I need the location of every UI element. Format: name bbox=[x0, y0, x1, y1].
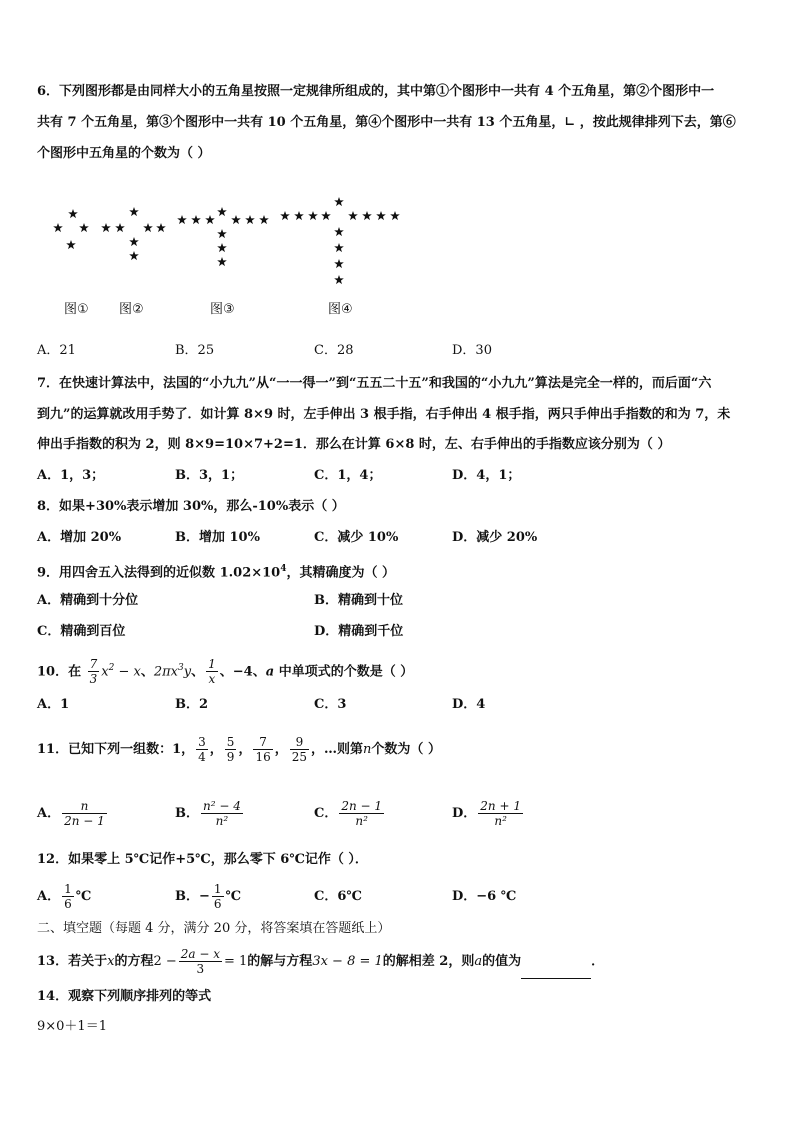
q10-option-c[interactable]: C．3 bbox=[314, 697, 347, 712]
figure-4-stars bbox=[280, 197, 400, 284]
q9-option-b[interactable]: B．精确到十位 bbox=[314, 593, 403, 608]
q11-fraction-4: $\frac{9}{25}$ bbox=[291, 735, 308, 764]
q10-term1-fraction: $\frac{7}{3}$ bbox=[89, 657, 98, 687]
q12-option-c[interactable]: C．6℃ bbox=[314, 889, 362, 904]
q12-stem: 12．如果零上 5℃记作+5℃，那么零下 6℃记作（ ）． bbox=[37, 852, 368, 867]
q7-option-a[interactable]: A．1，3； bbox=[37, 468, 105, 483]
q11-stem: 11．已知下列一组数：1， $\frac{3}{4}$ ， $\frac{5}{9}$ ， $\frac{7}{16}$ ， $\frac{9}{25}$ ，…则第n个数为（ ） bbox=[37, 735, 441, 764]
q6-option-d[interactable]: D．30 bbox=[452, 343, 492, 358]
q8-option-d[interactable]: D．减少 20% bbox=[452, 530, 538, 545]
q11-option-a[interactable]: A． $\frac{n}{2n - 1}$ bbox=[37, 799, 105, 828]
q10-option-d[interactable]: D．4 bbox=[452, 697, 486, 712]
q11-prefix: 11．已知下列一组数：1， bbox=[37, 742, 195, 757]
q10-prefix: 10．在 bbox=[37, 664, 82, 680]
q12-option-a[interactable]: A． $\frac{1}{6}$ ℃ bbox=[37, 882, 92, 911]
q8-option-c[interactable]: C．减少 10% bbox=[314, 530, 399, 545]
q7-option-c[interactable]: C．1，4； bbox=[314, 468, 382, 483]
q6-line-2: 共有 7 个五角星，第③个图形中一共有 10 个五角星，第④个图形中一共有 13 个五角星，∟ ，按此规律排列下去，第⑥ bbox=[37, 115, 736, 130]
q9-option-a[interactable]: A．精确到十分位 bbox=[37, 593, 139, 608]
q14-stem: 14．观察下列顺序排列的等式 bbox=[37, 989, 212, 1004]
q10-stem: 10．在 $\frac{7}{3}$ $x^2 - x$、$2\pi x^3y$、 $\frac{1}{x}$ 、−4、a 中单项式的个数是（ ） bbox=[37, 657, 414, 687]
q10-term3-fraction: $\frac{1}{x}$ bbox=[208, 657, 216, 687]
q6-option-b[interactable]: B．25 bbox=[175, 343, 215, 358]
q8-stem: 8．如果+30%表示增加 30%，那么-10%表示（ ） bbox=[37, 499, 345, 514]
q7-line-1: 7．在快速计算法中，法国的“小九九”从“一一得一”到“五五二十五”和我国的“小九九”算法是完全一样的，而后面“六 bbox=[37, 376, 712, 391]
figure-3-stars bbox=[177, 207, 269, 266]
q10-option-a[interactable]: A．1 bbox=[37, 697, 70, 712]
q7-option-d[interactable]: D．4，1； bbox=[452, 468, 521, 483]
q6-option-a[interactable]: A．21 bbox=[37, 343, 76, 358]
q12-option-d[interactable]: D．−6 ℃ bbox=[452, 889, 517, 904]
q11-option-d[interactable]: D． $\frac{2n + 1}{\text{n²}}$ bbox=[452, 799, 521, 828]
q6-option-c[interactable]: C．28 bbox=[314, 343, 354, 358]
q10-option-b[interactable]: B．2 bbox=[175, 697, 209, 712]
q9-stem-exponent: 4 bbox=[280, 564, 287, 574]
q10-suffix: 中单项式的个数是（ ） bbox=[278, 664, 414, 680]
figure-1-stars bbox=[53, 209, 89, 249]
q9-stem bbox=[37, 560, 395, 582]
q8-option-b[interactable]: B．增加 10% bbox=[175, 530, 260, 545]
q11-fraction-1: $\frac{3}{4}$ bbox=[198, 735, 206, 764]
q8-option-a[interactable]: A．增加 20% bbox=[37, 530, 122, 545]
q7-line-2: 到九”的运算就改用手势了．如计算 8×9 时，左手伸出 3 根手指，右手伸出 4 根手指，两只手伸出手指数的和为 7，未 bbox=[37, 407, 731, 422]
q9-option-d[interactable]: D．精确到千位 bbox=[314, 624, 404, 639]
star-pattern-figures bbox=[40, 190, 420, 290]
q11-option-c[interactable]: C． $\frac{2n - 1}{\text{n²}}$ bbox=[314, 799, 383, 828]
q6-line-1: 6．下列图形都是由同样大小的五角星按照一定规律所组成的，其中第①个图形中一共有 4 个五角星，第②个图形中一 bbox=[37, 84, 715, 99]
q9-stem-b: ，其精确度为（ ） bbox=[286, 565, 396, 581]
q11-fraction-3: $\frac{7}{16}$ bbox=[255, 735, 271, 764]
q9-option-c[interactable]: C．精确到百位 bbox=[37, 624, 126, 639]
figure-2-stars bbox=[101, 207, 166, 260]
q12-option-b[interactable]: B．− $\frac{1}{6}$ ℃ bbox=[175, 882, 242, 911]
q10-term2: 2πx bbox=[153, 664, 179, 680]
q11-fraction-2: $\frac{5}{9}$ bbox=[226, 735, 235, 764]
q13-answer-blank[interactable] bbox=[521, 964, 591, 979]
section-2-heading: 二、填空题（每题 4 分，满分 20 分，将答案填在答题纸上） bbox=[37, 921, 391, 936]
q6-line-3: 个图形中五角星的个数为（ ） bbox=[37, 146, 211, 161]
q9-stem-a: 9．用四舍五入法得到的近似数 1.02×10 bbox=[37, 565, 281, 581]
q7-line-3: 伸出手指数的积为 2，则 8×9=10×7+2=1．那么在计算 6×8 时，左、右手伸出的手指数应该分别为（ ） bbox=[37, 437, 671, 452]
q13-stem: 13．若关于x的方程2 − $\frac{2a - x}{3}$ = 1的解与方程3x − 8 = 1的解相差 2，则a的值为 ． bbox=[37, 945, 604, 979]
figure-3-label: 图③ bbox=[210, 302, 235, 317]
figure-1-label: 图① bbox=[64, 302, 89, 317]
q11-option-b[interactable]: B． $\frac{\text{n² − 4}}{\text{n²}}$ bbox=[175, 799, 241, 828]
figure-2-label: 图② bbox=[119, 302, 144, 317]
figure-4-label: 图④ bbox=[328, 302, 353, 317]
q14-equation-1: 9×0＋1＝1 bbox=[37, 1019, 107, 1034]
q7-option-b[interactable]: B．3，1； bbox=[175, 468, 244, 483]
